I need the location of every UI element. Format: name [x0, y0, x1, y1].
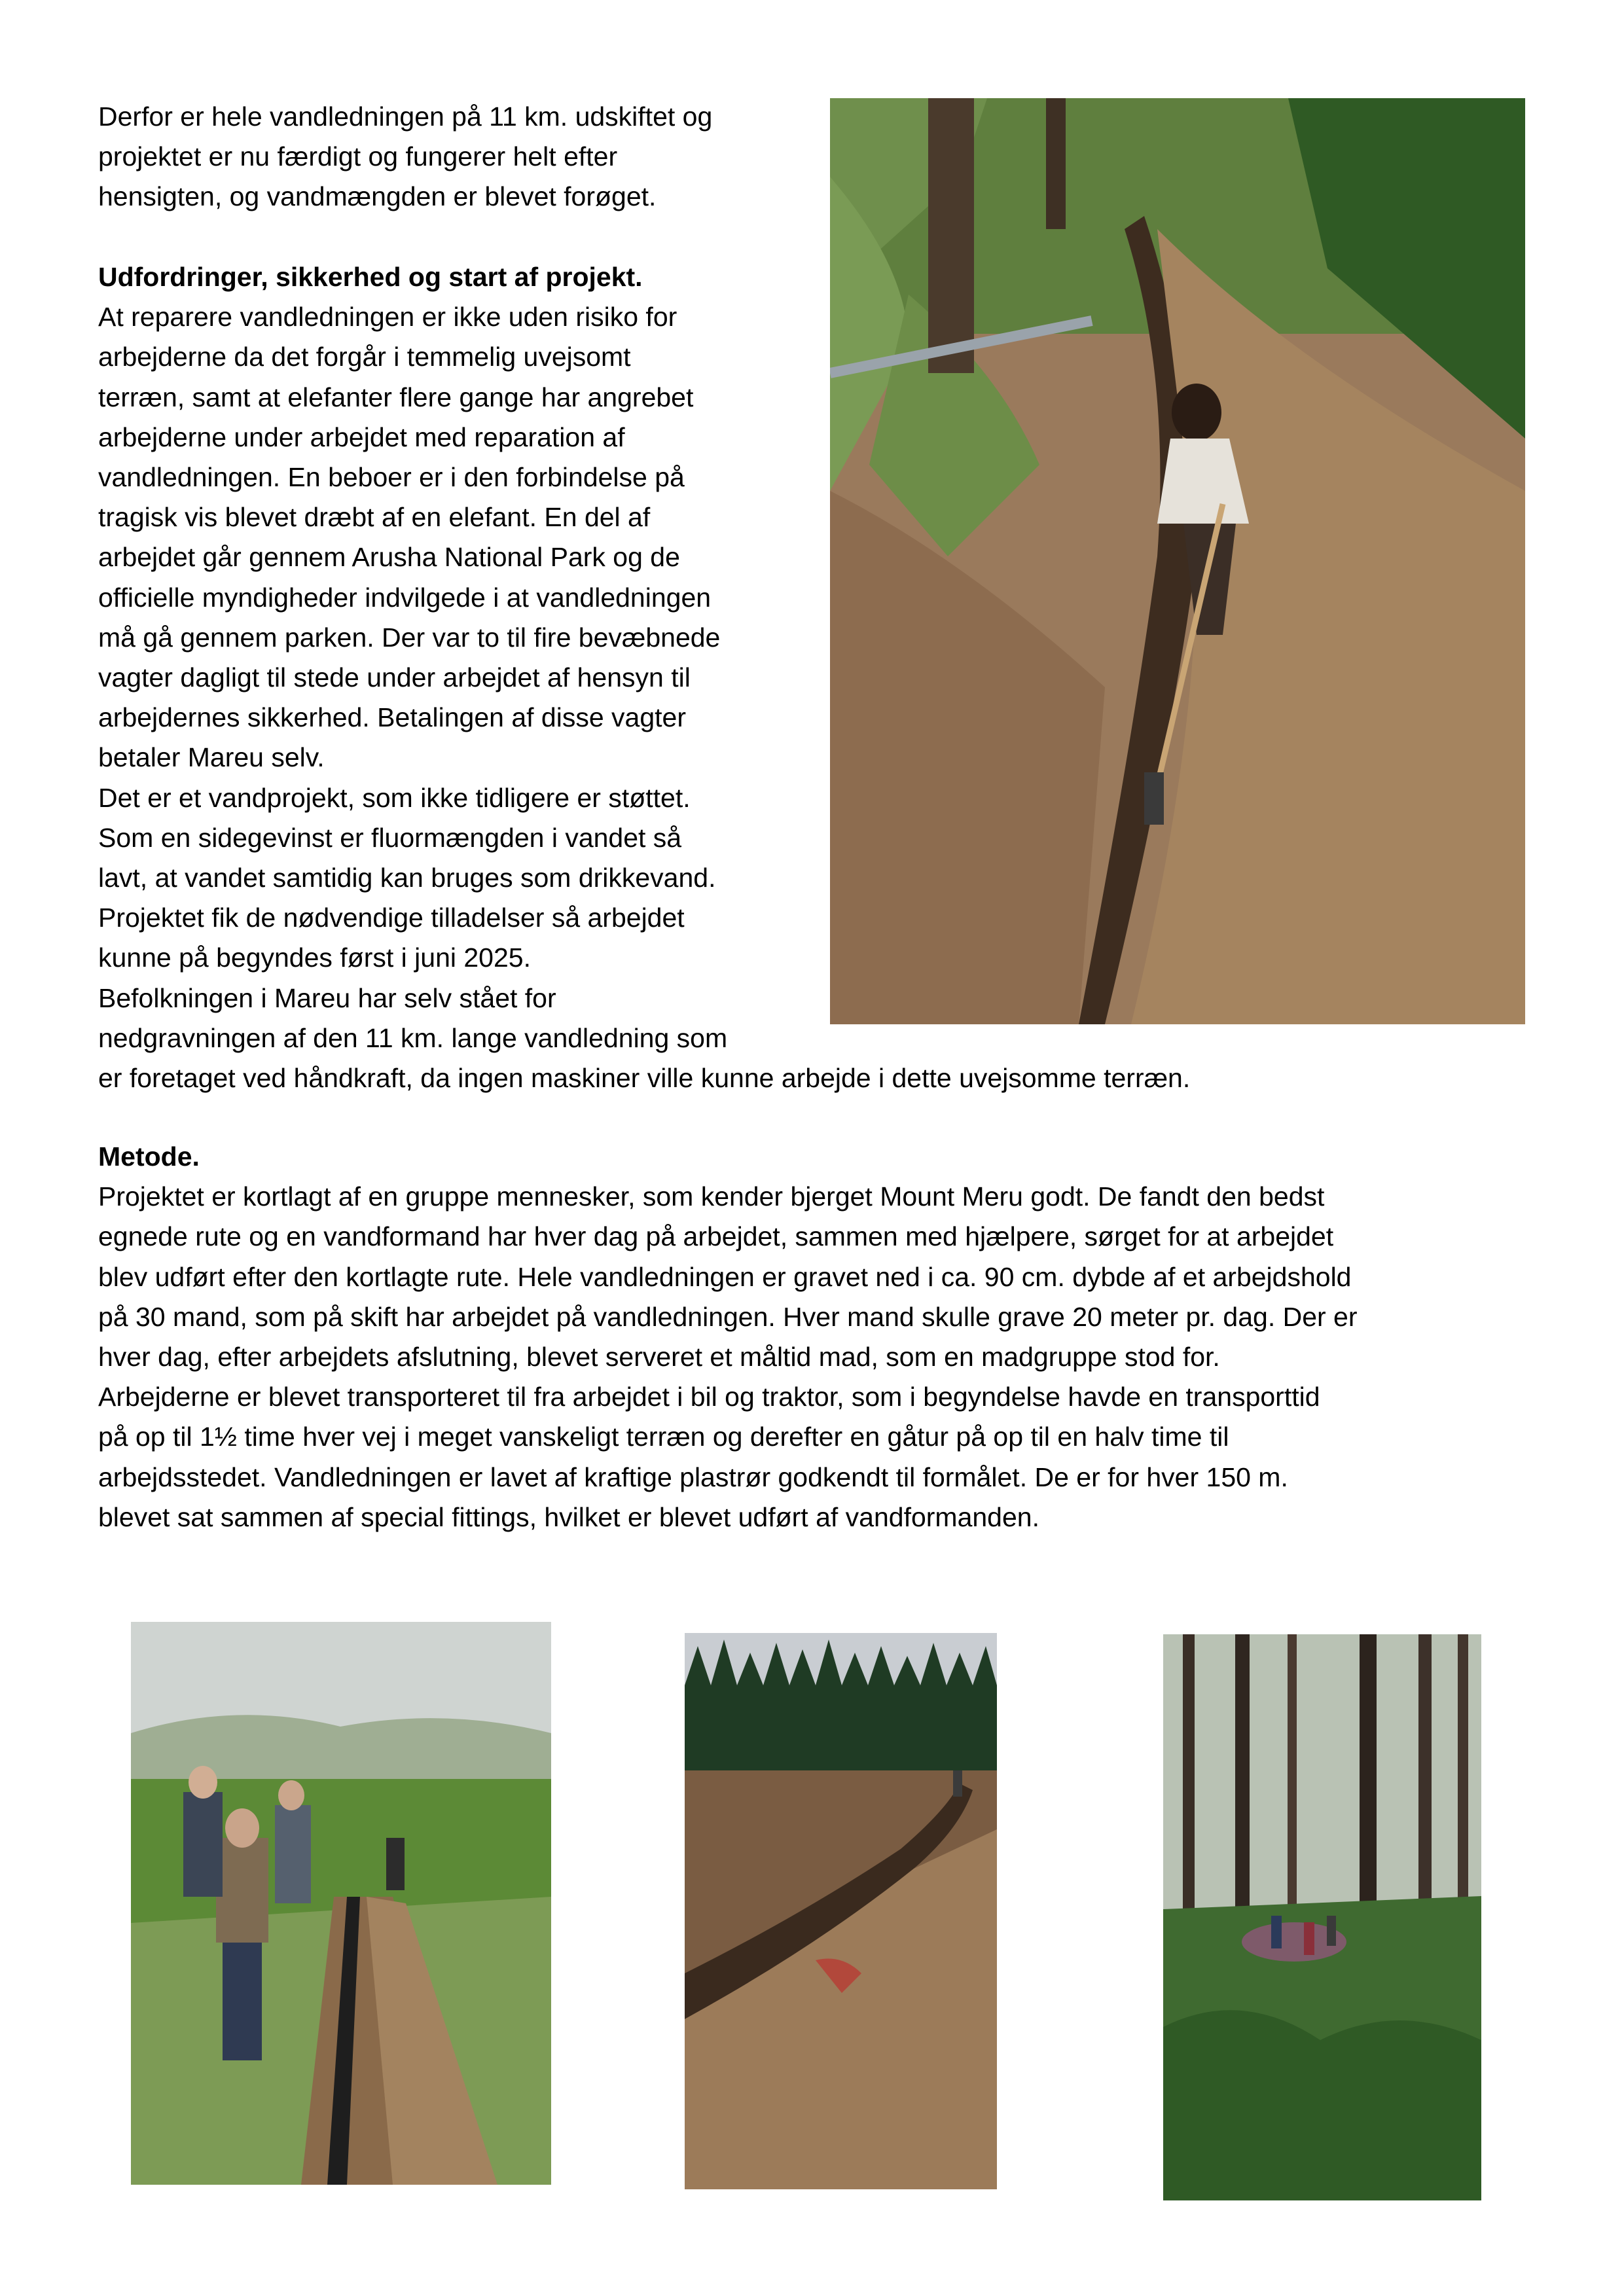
text-line: hver dag, efter arbejdets afslutning, blevet serveret et måltid mad, som en madgruppe stod for. [98, 1342, 1220, 1372]
forest-walk-illustration [1163, 1634, 1481, 2200]
section-heading: Udfordringer, sikkerhed og start af projekt. [98, 262, 643, 292]
pipe-inspection-photo [131, 1622, 551, 2185]
text-line: kunne på begyndes først i juni 2025. [98, 942, 531, 973]
text-line: arbejdsstedet. Vandledningen er lavet af kraftige plastrør godkendt til formålet. De er for hver 150 m. [98, 1462, 1288, 1492]
text-line: At reparere vandledningen er ikke uden risiko for [98, 302, 677, 332]
text-line: blevet sat sammen af special fittings, hvilket er blevet udført af vandformanden. [98, 1501, 1039, 1532]
text-line: må gå gennem parken. Der var to til fire bevæbnede [98, 622, 721, 653]
text-line: terræn, samt at elefanter flere gange har angrebet [98, 382, 694, 412]
text-line: Projektet er kortlagt af en gruppe mennesker, som kender bjerget Mount Meru godt. De fandt den bedst [98, 1181, 1325, 1212]
text-line: lavt, at vandet samtidig kan bruges som drikkevand. [98, 863, 716, 893]
forest-walk-photo [1163, 1634, 1481, 2200]
text-line: projektet er nu færdigt og fungerer helt efter [98, 141, 618, 172]
text-line: vagter dagligt til stede under arbejdet af hensyn til [98, 662, 691, 693]
trench-digging-illustration [830, 98, 1525, 1024]
text-line: på 30 mand, som på skift har arbejdet på vandledningen. Hver mand skulle grave 20 meter pr. dag. Der er [98, 1301, 1358, 1332]
text-line: arbejderne under arbejdet med reparation af [98, 422, 625, 452]
text-line: Det er et vandprojekt, som ikke tidligere er støttet. [98, 782, 691, 813]
text-line: Projektet fik de nødvendige tilladelser så arbejdet [98, 903, 685, 933]
method-section [98, 1137, 1358, 1537]
intro-paragraph [98, 97, 712, 217]
text-line: officielle myndigheder indvilgede i at vandledningen [98, 582, 712, 613]
pipe-inspection-illustration [131, 1622, 551, 2185]
text-line: nedgravningen af den 11 km. lange vandledning som [98, 1022, 728, 1053]
text-line: arbejdet går gennem Arusha National Park og de [98, 542, 680, 573]
text-line: Som en sidegevinst er fluormængden i vandet så [98, 822, 682, 853]
text-line: på op til 1½ time hver vej i meget vanskeligt terræn og derefter en gåtur på op til en halv time til [98, 1422, 1229, 1452]
text-line: Befolkningen i Mareu har selv stået for [98, 982, 556, 1013]
section-heading: Metode. [98, 1141, 200, 1172]
text-line: egnede rute og en vandformand har hver dag på arbejdet, sammen med hjælpere, sørget for at arbejdet [98, 1221, 1334, 1252]
text-line: arbejdernes sikkerhed. Betalingen af disse vagter [98, 702, 686, 733]
text-line: blev udført efter den kortlagte rute. Hele vandledningen er gravet ned i ca. 90 cm. dybde af et arbejdshold [98, 1261, 1352, 1292]
text-line: arbejderne da det forgår i temmelig uvejsomt [98, 342, 631, 372]
text-line: betaler Mareu selv. [98, 742, 325, 773]
text-line: Derfor er hele vandledningen på 11 km. udskiftet og [98, 101, 713, 132]
text-line: tragisk vis blevet dræbt af en elefant. En del af [98, 502, 651, 533]
trench-digging-photo [830, 98, 1525, 1024]
text-line: er foretaget ved håndkraft, da ingen maskiner ville kunne arbejde i dette uvejsomme terræn. [98, 1063, 1191, 1094]
text-line: Arbejderne er blevet transporteret til fra arbejdet i bil og traktor, som i begyndelse havde en transporttid [98, 1382, 1320, 1412]
field-trench-illustration [685, 1633, 997, 2189]
text-line: hensigten, og vandmængden er blevet forøget. [98, 181, 657, 212]
text-line: vandledningen. En beboer er i den forbindelse på [98, 462, 685, 493]
field-trench-photo [685, 1633, 997, 2189]
